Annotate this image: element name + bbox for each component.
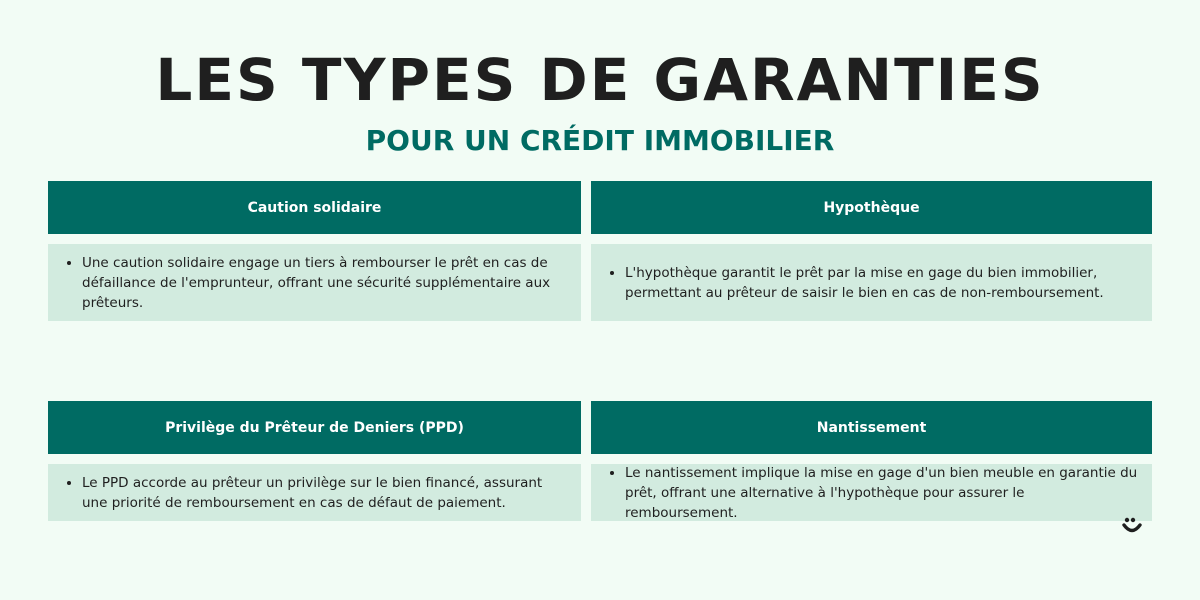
card-bullet-text: • L'hypothèque garantit le prêt par la mise en gage du bien immobilier, permettant au prêteur de saisir le bien en cas de non-remboursement. [625, 263, 1140, 303]
card-body-caution-solidaire [48, 244, 581, 321]
card-header-nantissement: Nantissement [591, 401, 1152, 454]
card-bullet-list [66, 253, 569, 313]
card-header-hypotheque: Hypothèque [591, 181, 1152, 234]
page-title: LES TYPES DE GARANTIES [155, 46, 1045, 114]
card-body-hypotheque [591, 244, 1152, 321]
brand-logo-icon [1122, 516, 1142, 536]
card-bullet-list [609, 263, 1140, 303]
card-bullet-text: • Une caution solidaire engage un tiers à rembourser le prêt en cas de défaillance de l'emprunteur, offrant une sécurité supplémentaire aux prêteurs. [82, 253, 569, 313]
card-bullet-list [66, 473, 569, 513]
page-subtitle: POUR UN CRÉDIT IMMOBILIER [365, 124, 835, 157]
card-header-caution-solidaire: Caution solidaire [48, 181, 581, 234]
card-header-ppd: Privilège du Prêteur de Deniers (PPD) [48, 401, 581, 454]
card-body-ppd [48, 464, 581, 521]
card-bullet-text: • Le nantissement implique la mise en gage d'un bien meuble en garantie du prêt, offrant une alternative à l'hypothèque pour assurer le remboursement. [625, 463, 1140, 523]
card-bullet-list [609, 463, 1140, 523]
card-bullet-text: • Le PPD accorde au prêteur un privilège sur le bien financé, assurant une priorité de remboursement en cas de défaut de paiement. [82, 473, 569, 513]
card-body-nantissement [591, 464, 1152, 521]
